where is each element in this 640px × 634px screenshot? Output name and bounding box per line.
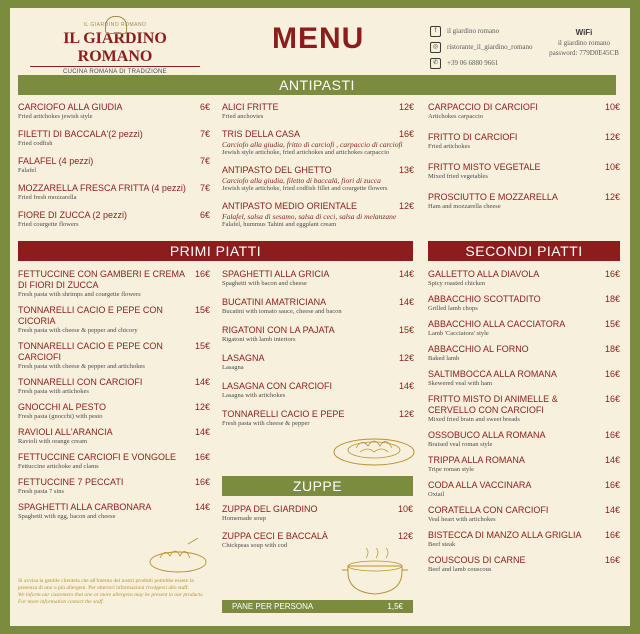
menu-item-name: BISTECCA DI MANZO ALLA GRIGLIA — [428, 530, 582, 540]
menu-item-name: PROSCIUTTO E MOZZARELLA — [428, 192, 558, 202]
menu-item-price: 14€ — [604, 455, 620, 465]
wifi-info — [534, 28, 630, 58]
facebook-row[interactable] — [430, 23, 533, 39]
menu-item-description: Fried artichokes — [428, 143, 471, 150]
menu-item — [222, 165, 414, 193]
menu-item-price: 16€ — [194, 269, 210, 279]
menu-item-row — [18, 402, 210, 413]
menu-item-description: Fresh pasta with artichokes — [18, 388, 89, 395]
menu-item-price: 14€ — [398, 297, 414, 307]
menu-item-description: Fried courgette flowers — [18, 221, 79, 228]
menu-item-description: Skewered veal with ham — [428, 380, 493, 387]
menu-item-price: 16€ — [194, 452, 210, 462]
menu-item-price: 12€ — [398, 201, 414, 211]
menu-item-row — [18, 502, 210, 513]
menu-item-price: 15€ — [398, 325, 414, 335]
menu-item — [222, 201, 414, 229]
menu-item — [428, 480, 620, 499]
menu-item-row — [18, 477, 210, 488]
menu-item — [18, 341, 210, 371]
menu-item — [428, 530, 620, 549]
menu-item-name: GALLETTO ALLA DIAVOLA — [428, 269, 540, 279]
menu-item-name: ANTIPASTO MEDIO ORIENTALE — [222, 201, 358, 211]
menu-item-name: CARPACCIO DI CARCIOFI — [428, 102, 538, 112]
menu-item-description: Fresh pasta with shrimps and courgette flowers — [18, 291, 141, 298]
menu-item-name: TRIPPA ALLA ROMANA — [428, 455, 525, 465]
menu-item-description: Fried codfish — [18, 140, 53, 147]
menu-item — [18, 377, 210, 396]
menu-item-name: LASAGNA CON CARCIOFI — [222, 381, 333, 391]
menu-item-description: Artichokes carpaccio — [428, 113, 484, 120]
menu-item-name: TONNARELLI CON CARCIOFI — [18, 377, 143, 387]
menu-item-row — [428, 555, 620, 566]
menu-item-row — [222, 381, 414, 392]
menu-item — [222, 269, 414, 288]
menu-item-price: 12€ — [398, 102, 414, 112]
menu-item-row — [428, 192, 620, 203]
menu-item-price: 10€ — [604, 102, 620, 112]
menu-item — [18, 102, 210, 121]
menu-item-row — [222, 269, 414, 280]
menu-item-name: ANTIPASTO DEL GHETTO — [222, 165, 332, 175]
menu-item-row — [18, 377, 210, 388]
menu-item-name: OSSOBUCO ALLA ROMANA — [428, 430, 546, 440]
menu-item — [428, 132, 620, 151]
menu-item — [222, 297, 414, 316]
menu-item-price: 12€ — [604, 192, 620, 202]
menu-item — [18, 402, 210, 421]
menu-item-name: ABBACCHIO ALLA CACCIATORA — [428, 319, 566, 329]
menu-item-name: FRITTO MISTO DI ANIMELLE & CERVELLO CON CARCIOFI — [428, 394, 558, 415]
bread-per-person — [222, 600, 413, 613]
menu-page — [10, 8, 630, 626]
logo-top-text: IL GIARDINO ROMANO — [83, 22, 147, 28]
menu-item-name: TRIS DELLA CASA — [222, 129, 301, 139]
zuppe-header: ZUPPE — [222, 476, 413, 496]
menu-item — [428, 102, 620, 121]
menu-item-price: 12€ — [604, 132, 620, 142]
menu-item-row — [18, 452, 210, 463]
menu-item-description: Fresh pasta with cheese & pepper and chicory — [18, 327, 138, 334]
menu-item-row — [428, 102, 620, 113]
menu-item-price: 7€ — [199, 183, 210, 193]
menu-item-row — [18, 156, 210, 167]
facebook-handle: il giardino romano — [447, 27, 500, 35]
menu-item-description: Jewish style artichoke, fried artichokes and artichokes carpaccio — [222, 149, 390, 156]
restaurant-logo — [30, 10, 200, 78]
menu-item-price: 6€ — [199, 210, 210, 220]
soup-pot-icon — [340, 548, 410, 598]
menu-item-row — [18, 210, 210, 221]
menu-item-name: FALAFEL (4 pezzi) — [18, 156, 94, 166]
menu-item-description: Ravioli with orange cream — [18, 438, 88, 445]
menu-item-row — [428, 294, 620, 305]
menu-item — [428, 294, 620, 313]
phone-row[interactable] — [430, 55, 533, 71]
instagram-icon: ◎ — [430, 42, 441, 53]
menu-item-row — [428, 505, 620, 516]
menu-item — [428, 192, 620, 211]
secondi-header: SECONDI PIATTI — [428, 241, 620, 261]
menu-item-name: ZUPPA DEL GIARDINO — [222, 504, 318, 514]
menu-item-name: ALICI FRITTE — [222, 102, 279, 112]
menu-item-price: 7€ — [199, 156, 210, 166]
bread-price: 1,5€ — [387, 602, 403, 611]
wifi-name: il giardino romano — [557, 39, 611, 47]
menu-item-row — [18, 129, 210, 140]
menu-item-name: ABBACCHIO SCOTTADITO — [428, 294, 541, 304]
menu-item-description: Bucatini with tomato sauce, cheese and bacon — [222, 308, 342, 315]
menu-item-italian-desc: Falafel, salsa di sesamo, salsa di ceci, salsa di melanzane — [222, 212, 397, 221]
menu-item-description: Grilled lamb chops — [428, 305, 478, 312]
menu-item-price: 12€ — [397, 531, 413, 541]
menu-item-price: 16€ — [604, 430, 620, 440]
menu-item-name: GNOCCHI AL PESTO — [18, 402, 107, 412]
primi-column-1 — [18, 269, 210, 527]
menu-item-row — [428, 455, 620, 466]
antipasti-column-1 — [18, 102, 210, 237]
menu-item-row — [428, 394, 620, 416]
antipasti-column-3 — [428, 102, 620, 222]
menu-item — [428, 555, 620, 574]
menu-title: MENU — [272, 22, 365, 55]
menu-item-price: 12€ — [398, 409, 414, 419]
logo-name: IL GIARDINO ROMANO — [30, 30, 200, 67]
menu-item-row — [428, 369, 620, 380]
menu-item-row — [18, 102, 210, 113]
menu-item-price: 10€ — [397, 504, 413, 514]
menu-item-description: Lasagna with artichokes — [222, 392, 286, 399]
menu-item-row — [428, 132, 620, 143]
menu-item-name: TONNARELLI CACIO E PEPE CON CICORIA — [18, 305, 163, 326]
menu-item-description: Ham and mozzarella cheese — [428, 203, 501, 210]
menu-item — [428, 430, 620, 449]
menu-item-price: 15€ — [604, 319, 620, 329]
menu-item-description: Fried anchovies — [222, 113, 264, 120]
carbonara-plate-icon — [148, 536, 208, 576]
menu-item — [18, 502, 210, 521]
menu-item-price: 12€ — [398, 353, 414, 363]
menu-item-row — [428, 162, 620, 173]
menu-item-description: Falafel — [18, 167, 37, 174]
menu-item-description: Homemade soup — [222, 515, 266, 522]
menu-item-row — [222, 409, 414, 420]
menu-item-price: 16€ — [604, 394, 620, 404]
menu-item-row — [428, 480, 620, 491]
instagram-row[interactable] — [430, 39, 533, 55]
menu-item-row — [222, 102, 414, 113]
menu-item-price: 14€ — [604, 505, 620, 515]
menu-item-name: SPAGHETTI ALLA CARBONARA — [18, 502, 152, 512]
logo-tagline: CUCINA ROMANA DI TRADIZIONE — [62, 69, 167, 75]
menu-item-row — [18, 269, 210, 291]
menu-item-row — [18, 427, 210, 438]
antipasti-column-2 — [222, 102, 414, 237]
menu-item — [428, 455, 620, 474]
menu-item-name: FRITTO DI CARCIOFI — [428, 132, 518, 142]
menu-item — [222, 504, 413, 523]
allergen-notice-en: We inform our customers that one or more allergens may be present in our products. For more information contact the staff. — [18, 592, 204, 605]
menu-item-row — [222, 297, 414, 308]
menu-item — [222, 381, 414, 400]
bread-label: PANE PER PERSONA — [232, 602, 314, 611]
menu-item-price: 6€ — [199, 102, 210, 112]
phone-number: +39 06 6880 9661 — [447, 59, 499, 67]
menu-item-price: 18€ — [604, 294, 620, 304]
pasta-plate-icon — [332, 428, 416, 468]
menu-item-row — [428, 430, 620, 441]
crest-icon — [105, 16, 127, 34]
instagram-handle: ristorante_il_giardino_romano — [447, 43, 533, 51]
menu-item — [428, 344, 620, 363]
menu-item-name: ZUPPA CECI E BACCALÀ — [222, 531, 328, 541]
menu-item-description: Fresh pasta (gnocchi) with pesto — [18, 413, 103, 420]
menu-item-row — [428, 530, 620, 541]
menu-item-price: 16€ — [604, 555, 620, 565]
menu-item-name: FILETTI DI BACCALA'(2 pezzi) — [18, 129, 143, 139]
menu-item-name: FETTUCCINE CON GAMBERI E CREMA DI FIORI DI ZUCCA — [18, 269, 185, 290]
menu-item-name: SPAGHETTI ALLA GRICIA — [222, 269, 330, 279]
menu-item-price: 15€ — [194, 305, 210, 315]
menu-item-description: Falafel, hummus Tahini and eggplant cream — [222, 221, 337, 228]
menu-item-name: FETTUCCINE CARCIOFI E VONGOLE — [18, 452, 177, 462]
menu-item-description: Beef and lamb couscous — [428, 566, 492, 573]
facebook-icon: f — [430, 26, 441, 37]
menu-item-price: 15€ — [194, 341, 210, 351]
wifi-icon: WiFi — [575, 28, 593, 37]
menu-item-description: Oxtail — [428, 491, 445, 498]
menu-item-name: FIORE DI ZUCCA (2 pezzi) — [18, 210, 128, 220]
menu-item-description: Fresh pasta with cheese & pepper — [222, 420, 310, 427]
menu-item — [18, 183, 210, 202]
menu-item-description: Fresh pasta with cheese & pepper and artichokes — [18, 363, 145, 370]
menu-item-name: MOZZARELLA FRESCA FRITTA (4 pezzi) — [18, 183, 186, 193]
menu-item — [428, 369, 620, 388]
social-links — [430, 23, 533, 71]
menu-item-description: Spaghetti with bacon and cheese — [222, 280, 307, 287]
menu-item-description: Veal heart with artichokes — [428, 516, 496, 523]
menu-item-name: TONNARELLI CACIO E PEPE — [222, 409, 345, 419]
menu-item — [18, 210, 210, 229]
allergen-notice-it: Si avvisa la gentile clientela che all'interno dei nostri prodotti potrebbe essere la presenza di uno o più allergeni. Per ulteriori informazioni rivolgersi allo staff. — [18, 578, 194, 591]
menu-item — [428, 319, 620, 338]
menu-item-italian-desc: Carciofo alla giudia, filetto di baccalà, fiori di zucca — [222, 176, 381, 185]
menu-item-name: COUSCOUS DI CARNE — [428, 555, 526, 565]
menu-item-name: TONNARELLI CACIO E PEPE CON CARCIOFI — [18, 341, 163, 362]
menu-item-row — [222, 504, 413, 515]
antipasti-header: ANTIPASTI — [18, 75, 616, 95]
menu-item-price: 14€ — [398, 269, 414, 279]
menu-item-description: Baked lamb — [428, 355, 460, 362]
primi-column-2 — [222, 269, 414, 437]
menu-item — [222, 325, 414, 344]
menu-item-name: RIGATONI CON LA PAJATA — [222, 325, 335, 335]
menu-item-name: SALTIMBOCCA ALLA ROMANA — [428, 369, 557, 379]
menu-item — [18, 269, 210, 299]
menu-item-price: 16€ — [604, 480, 620, 490]
menu-item-name: FRITTO MISTO VEGETALE — [428, 162, 541, 172]
menu-item-row — [428, 269, 620, 280]
menu-item-description: Lasagna — [222, 364, 244, 371]
menu-item — [222, 102, 414, 121]
menu-item — [428, 394, 620, 424]
menu-item — [18, 129, 210, 148]
menu-item-description: Jewish style artichoke, fried codfish fillet and courgette flowers — [222, 185, 388, 192]
menu-item-row — [18, 305, 210, 327]
menu-item — [18, 427, 210, 446]
menu-item-price: 14€ — [194, 377, 210, 387]
menu-item-price: 16€ — [604, 369, 620, 379]
menu-item-name: LASAGNA — [222, 353, 265, 363]
menu-item-row — [222, 165, 414, 176]
menu-item-row — [18, 183, 210, 194]
menu-item-row — [428, 319, 620, 330]
menu-item-row — [222, 201, 414, 212]
menu-item-description: Spicy roasted chicken — [428, 280, 486, 287]
menu-item-description: Tripe roman style — [428, 466, 474, 473]
menu-item-italian-desc: Carciofo alla giudia, fritto di carciofi , carpaccio di carciofi — [222, 140, 403, 149]
menu-item — [222, 353, 414, 372]
menu-item-name: BUCATINI AMATRICIANA — [222, 297, 327, 307]
menu-item — [222, 409, 414, 428]
menu-item-name: CODA ALLA VACCINARA — [428, 480, 532, 490]
wifi-password: password: 779D0E45CB — [549, 49, 619, 57]
phone-icon: ✆ — [430, 58, 441, 69]
menu-item-price: 14€ — [398, 381, 414, 391]
menu-item-row — [222, 531, 413, 542]
primi-header: PRIMI PIATTI — [18, 241, 413, 261]
menu-item-price: 7€ — [199, 129, 210, 139]
secondi-column — [428, 269, 620, 580]
menu-item-name: CARCIOFO ALLA GIUDIA — [18, 102, 123, 112]
menu-item-row — [222, 129, 414, 140]
allergen-notice — [18, 578, 213, 606]
menu-item-price: 16€ — [604, 530, 620, 540]
menu-item — [428, 269, 620, 288]
menu-item-price: 16€ — [398, 129, 414, 139]
menu-item-price: 16€ — [604, 269, 620, 279]
menu-item-description: Fettuccine artichoke and clams — [18, 463, 99, 470]
menu-item-description: Fried fresh mozzarella — [18, 194, 77, 201]
menu-item-description: Lamb 'Cacciatora' style — [428, 330, 489, 337]
menu-item-name: FETTUCCINE 7 PECCATI — [18, 477, 124, 487]
menu-item-price: 13€ — [398, 165, 414, 175]
menu-item — [18, 452, 210, 471]
menu-item-description: Fresh pasta 7 sins — [18, 488, 65, 495]
menu-item-price: 14€ — [194, 502, 210, 512]
menu-item — [428, 505, 620, 524]
menu-item-price: 18€ — [604, 344, 620, 354]
menu-item-price: 12€ — [194, 402, 210, 412]
menu-item-description: Braised veal roman style — [428, 441, 493, 448]
menu-item-name: ABBACCHIO AL FORNO — [428, 344, 529, 354]
menu-item-price: 14€ — [194, 427, 210, 437]
menu-item-description: Rigatoni with lamb interiors — [222, 336, 296, 343]
menu-item-description: Spaghetti with egg, bacon and cheese — [18, 513, 116, 520]
menu-item-price: 16€ — [194, 477, 210, 487]
menu-item — [18, 156, 210, 175]
menu-item — [18, 477, 210, 496]
menu-item-row — [428, 344, 620, 355]
menu-item-row — [222, 353, 414, 364]
menu-item — [222, 129, 414, 157]
menu-item — [18, 305, 210, 335]
menu-item-price: 10€ — [604, 162, 620, 172]
menu-item-description: Fried artichokes jewish style — [18, 113, 93, 120]
menu-item-row — [222, 325, 414, 336]
menu-item-name: RAVIOLI ALL'ARANCIA — [18, 427, 113, 437]
menu-item-row — [18, 341, 210, 363]
menu-item-description: Beef steak — [428, 541, 456, 548]
menu-item — [428, 162, 620, 181]
menu-item-description: Mixed fried vegetables — [428, 173, 488, 180]
menu-item-description: Chickpeas soup with cod — [222, 542, 288, 549]
menu-item-name: CORATELLA CON CARCIOFI — [428, 505, 549, 515]
menu-item-description: Mixed fried brain and sweet breads — [428, 416, 520, 423]
